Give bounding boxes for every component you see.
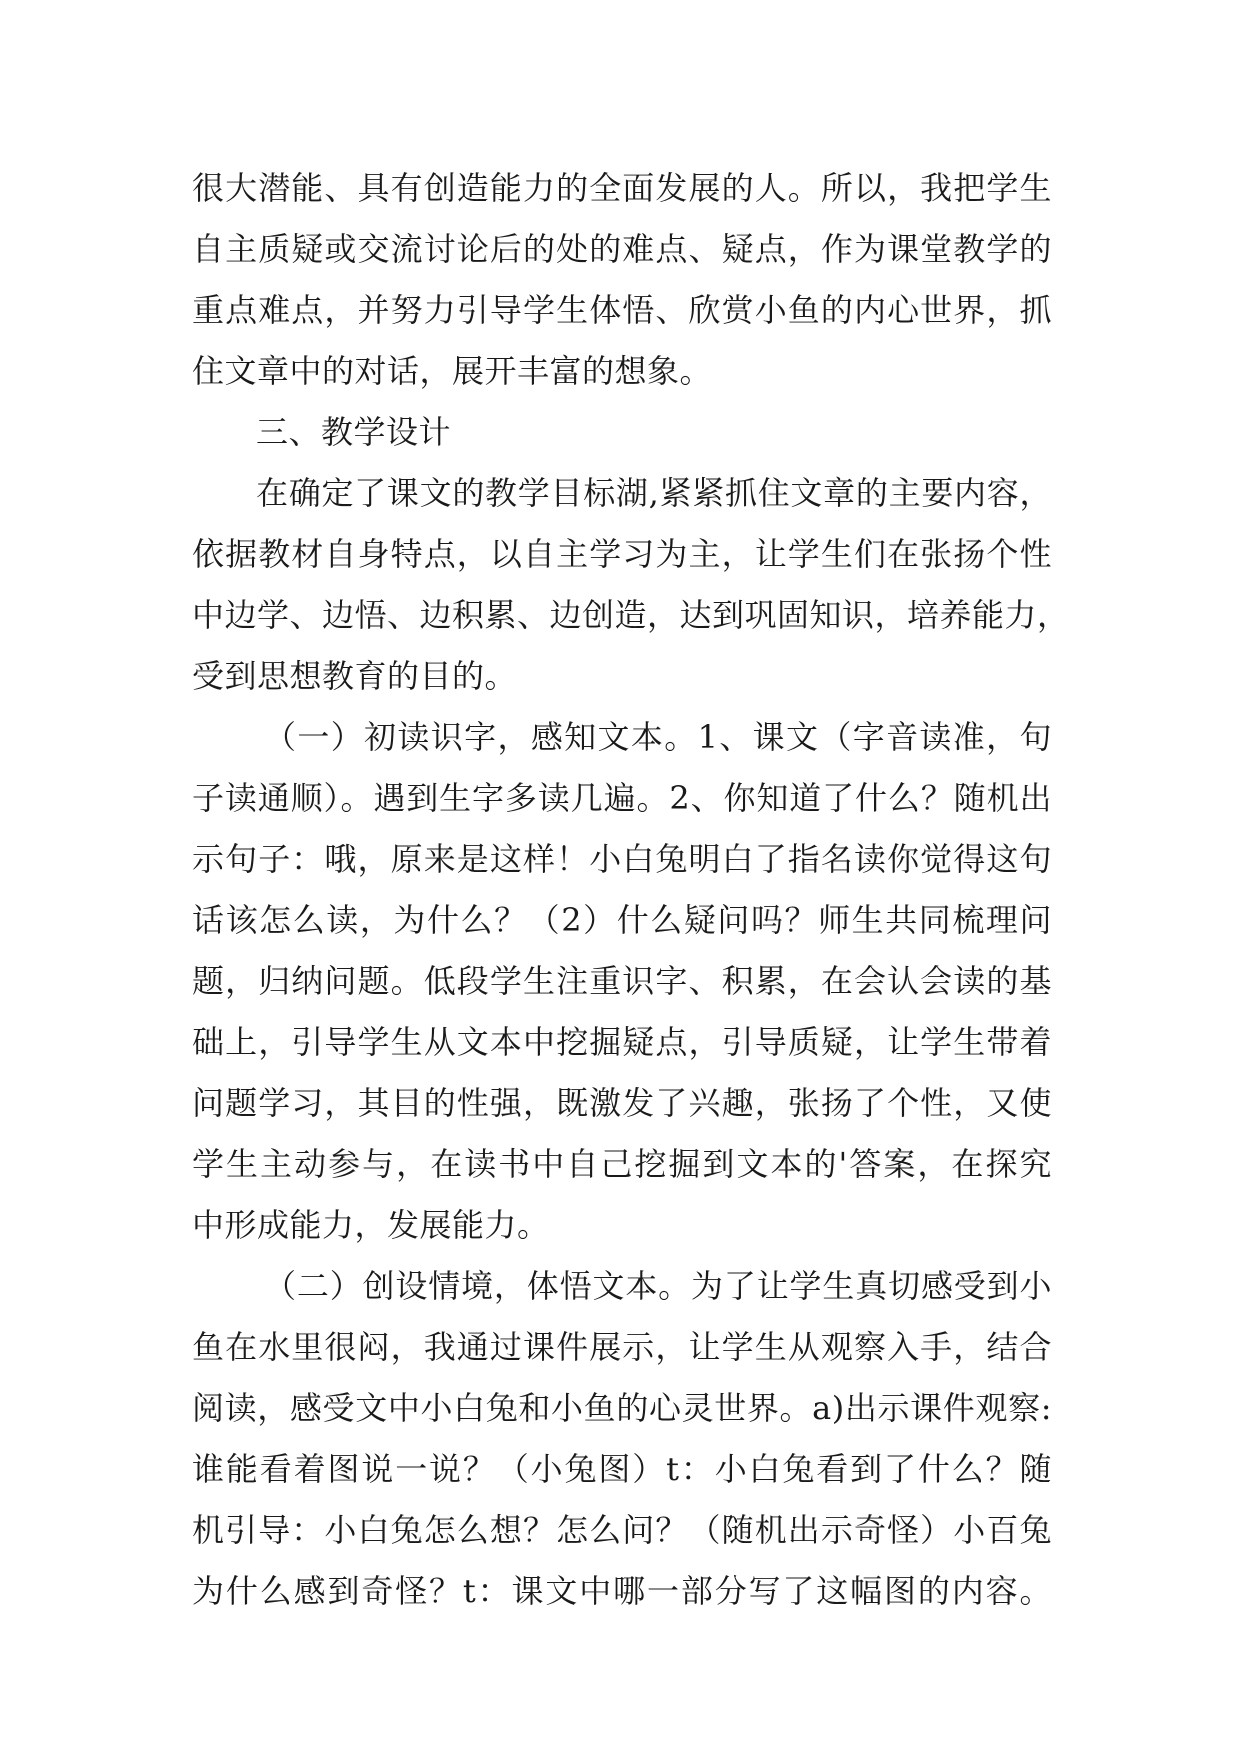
document-body [192,158,1070,1622]
text-line: 示句子：哦，原来是这样！小白兔明白了指名读你觉得这句 [192,840,1052,878]
text-line: 学生主动参与，在读书中自己挖掘到文本的'答案，在探究 [192,1145,1052,1183]
text-line: 中边学、边悟、边积累、边创造，达到巩固知识，培养能力， [192,596,1070,634]
section-heading: 三、教学设计 [256,413,452,451]
text-line: 子读通顺）。遇到生字多读几遍。2、你知道了什么？随机出 [192,779,1052,817]
text-line: 机引导：小白兔怎么想？怎么问？（随机出示奇怪）小百兔 [192,1511,1052,1549]
text-line: 为什么感到奇怪？t：课文中哪一部分写了这幅图的内容。 [192,1572,1052,1610]
text-line: 重点难点，并努力引导学生体悟、欣赏小鱼的内心世界，抓 [192,291,1052,329]
text-line: 自主质疑或交流讨论后的处的难点、疑点，作为课堂教学的 [192,230,1052,268]
text-line: 题，归纳问题。低段学生注重识字、积累，在会认会读的基 [192,962,1052,1000]
text-line: 中形成能力，发展能力。 [192,1206,550,1244]
text-line: 问题学习，其目的性强，既激发了兴趣，张扬了个性，又使 [192,1084,1052,1122]
text-line: 在确定了课文的教学目标湖,紧紧抓住文章的主要内容， [256,474,1052,512]
text-line: 依据教材自身特点，以自主学习为主，让学生们在张扬个性 [192,535,1052,573]
text-line: 住文章中的对话，展开丰富的想象。 [192,352,713,390]
text-line: 话该怎么读，为什么？（2）什么疑问吗？师生共同梳理问 [192,901,1052,939]
text-line: 谁能看着图说一说？（小兔图）t：小白兔看到了什么？随 [192,1450,1052,1488]
text-line: 础上，引导学生从文本中挖掘疑点，引导质疑，让学生带着 [192,1023,1052,1061]
text-line: 阅读，感受文中小白兔和小鱼的心灵世界。a)出示课件观察: [192,1389,1052,1427]
text-line: 很大潜能、具有创造能力的全面发展的人。所以，我把学生 [192,169,1052,207]
text-line: （二）创设情境，体悟文本。为了让学生真切感受到小 [264,1267,1052,1305]
text-line: 受到思想教育的目的。 [192,657,518,695]
text-line: （一）初读识字，感知文本。1、课文（字音读准，句 [264,718,1052,756]
text-line: 鱼在水里很闷，我通过课件展示，让学生从观察入手，结合 [192,1328,1052,1366]
